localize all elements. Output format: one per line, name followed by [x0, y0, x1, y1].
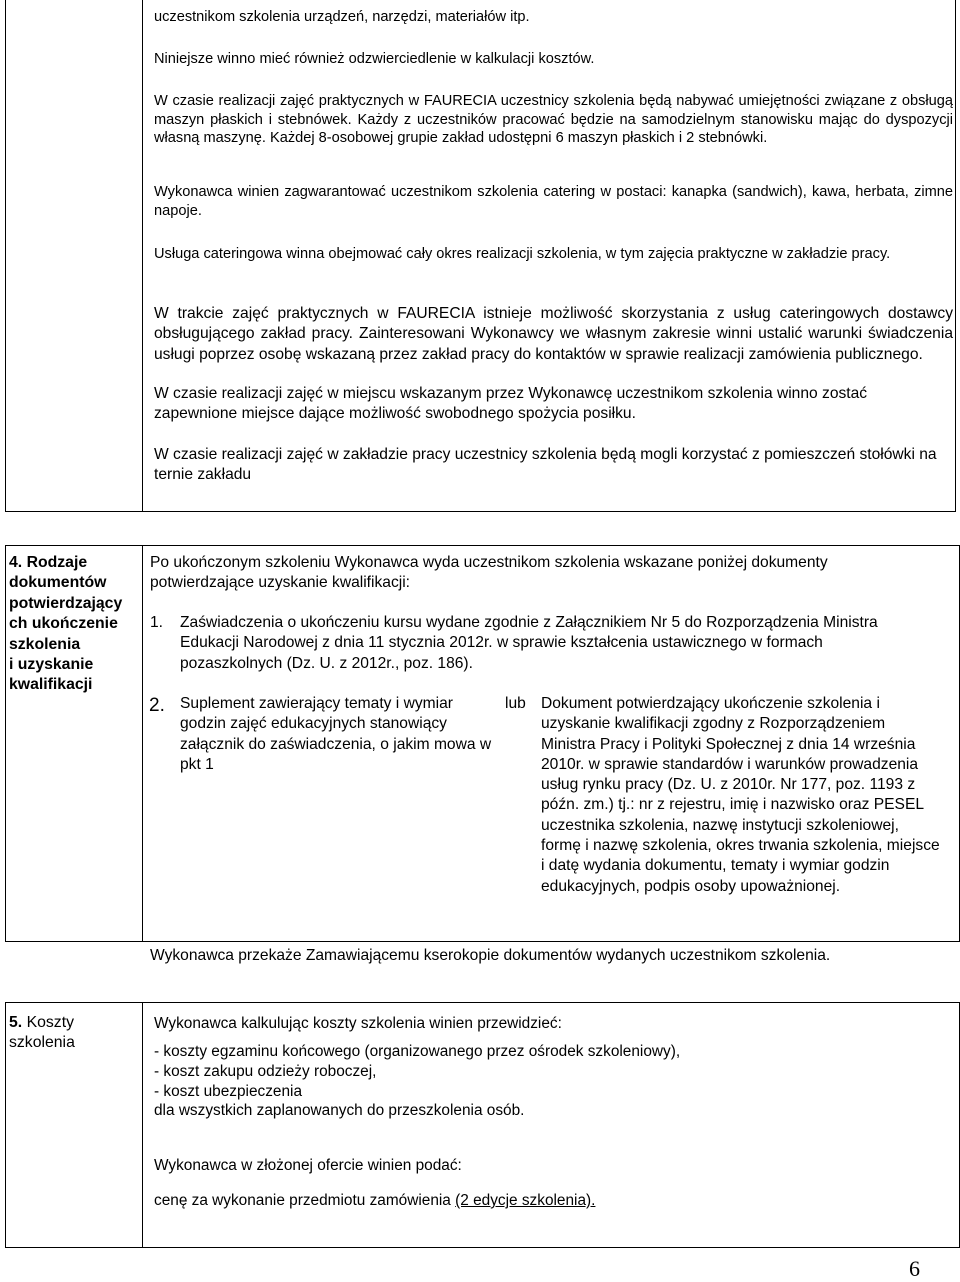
section4-label-line-3: ch ukończenie: [9, 615, 118, 633]
section1-usluga: Usługa cateringowa winna obejmować cały okres realizacji szkolenia, w tym zajęcia praktyczne w zakładzie pracy.: [154, 246, 891, 262]
section4-item1-num: 1.: [150, 614, 164, 631]
section4-intro: Po ukończonym szkoleniu Wykonawca wyda uczestnikom szkolenia wskazane poniżej dokumenty potwierdzające uzyskanie kwalifikacji:: [150, 554, 828, 592]
section5-cena-underlined: (2 edycje szkolenia).: [455, 1192, 596, 1209]
section5-label-line-1: szkolenia: [9, 1034, 75, 1052]
page-number: 6: [909, 1256, 920, 1281]
section1-line-top: uczestnikom szkolenia urządzeń, narzędzi, materiałów itp.: [154, 9, 530, 25]
section5-cena-prefix: cenę za wykonanie przedmiotu zamówienia: [154, 1192, 456, 1209]
section5-label-line-0: Koszty: [26, 1014, 74, 1031]
section4-kserokopie: Wykonawca przekaże Zamawiającemu kserokopie dokumentów wydanych uczestnikom szkolenia.: [150, 947, 831, 964]
section4-item2-alt: Dokument potwierdzający ukończenie szkolenia i uzyskanie kwalifikacji zgodny z Rozporządzeniem Ministra Pracy i Polityki Społecznej z dnia 14 września 2010r. w sprawie standardów i warunków prowadzenia usług rynku pracy (Dz. U. z 2010r. Nr 177, poz. 1193 z późn. zm.) tj.: nr z rejestru, imię i nazwisko oraz PESEL uczestnika szkolenia, nazwę instytucji szkoleniowej, formę i nazwę szkolenia, okres trwania szkolenia, miejsce i datę wydania dokumentu, tematy i wymiar godzin edukacyjnych, podpis osoby upoważnionej.: [541, 695, 940, 895]
section4-label-line-2: potwierdzający: [9, 594, 123, 612]
section1-praktyczne: W czasie realizacji zajęć praktycznych w FAURECIA uczestnicy szkolenia będą nabywać umiejętności związane z obsługą maszyn płaskich i stebnówek. Każdy z uczestników pracować będzie na samodzielnym stanowisku mając do dyspozycji własną maszynę. Każdej 8-osobowej grupie zakład udostępni 6 maszyn płaskich i 2 stebnówki.: [154, 93, 953, 147]
section5-cost-list: [154, 1042, 934, 1121]
section5-cost-line-0: - koszty egzaminu końcowego (organizowanego przez ośrodek szkoleniowy),: [154, 1043, 681, 1060]
section5-table: [5, 1002, 960, 1248]
section5-label: [9, 1013, 129, 1054]
section5-kalkulujac: Wykonawca kalkulując koszty szkolenia winien przewidzieć:: [154, 1015, 562, 1032]
section4-label-line-6: kwalifikacji: [9, 676, 93, 694]
section5-column-divider: [142, 1003, 143, 1247]
section5-label-num: 5.: [9, 1014, 23, 1031]
section4-label-num: 4.: [9, 554, 23, 571]
section4-label-line-1: dokumentów: [9, 574, 107, 592]
section4-column-divider: [142, 546, 143, 941]
section1-column-divider: [142, 0, 143, 511]
section1-stolowki: W czasie realizacji zajęć w zakładzie pracy uczestnicy szkolenia będą mogli korzystać z pomieszczeń stołówki na ternie zakładu: [154, 446, 937, 484]
section4-label-line-0: Rodzaje: [26, 554, 88, 571]
section4-label-line-5: i uzyskanie: [9, 656, 94, 674]
section1-kalkulacja: Niniejsze winno mieć również odzwierciedlenie w kalkulacji kosztów.: [154, 51, 595, 67]
section5-cost-line-1: - koszt zakupu odzieży roboczej,: [154, 1062, 377, 1080]
section5-cena: [154, 1191, 934, 1211]
section5-cost-line-3: dla wszystkich zaplanowanych do przeszkolenia osób.: [154, 1102, 525, 1120]
section4-item2-num: 2.: [149, 695, 165, 716]
section5-cost-line-2: - koszt ubezpieczenia: [154, 1082, 302, 1100]
section1-trakcie: W trakcie zajęć praktycznych w FAURECIA istnieje możliwość skorzystania z usług cateringowych dostawcy obsługującego zakład pracy. Zainteresowani Wykonawcy we własnym zakresie winni ustalić warunki świadczenia usługi poprzez osobę wskazaną przez zakład pracy do kontaktów w sprawie realizacji zamówienia publicznego.: [154, 305, 953, 363]
section4-item1-text: Zaświadczenia o ukończeniu kursu wydane zgodnie z Załącznikiem Nr 5 do Rozporządzenia Ministra Edukacji Narodowej z dnia 11 stycznia 2012r. w sprawie kształcenia ustawicznego w formach pozaszkolnych (Dz. U. z 2012r., poz. 186).: [180, 614, 878, 672]
section5-oferta: Wykonawca w złożonej ofercie winien podać:: [154, 1157, 462, 1174]
section4-label: [9, 553, 139, 696]
section4-lub: lub: [505, 695, 526, 712]
section4-label-line-4: szkolenia: [9, 635, 81, 653]
section4-item2-text: Suplement zawierający tematy i wymiar godzin zajęć edukacyjnych stanowiący załącznik do zaświadczenia, o jakim mowa w pkt 1: [180, 695, 492, 773]
section1-catering: Wykonawca winien zagwarantować uczestnikom szkolenia catering w postaci: kanapka (sandwich), kawa, herbata, zimne napoje.: [154, 184, 953, 219]
section1-miejscu: W czasie realizacji zajęć w miejscu wskazanym przez Wykonawcę uczestnikom szkolenia winno zostać zapewnione miejsce dające możliwość swobodnego spożycia posiłku.: [154, 385, 868, 423]
